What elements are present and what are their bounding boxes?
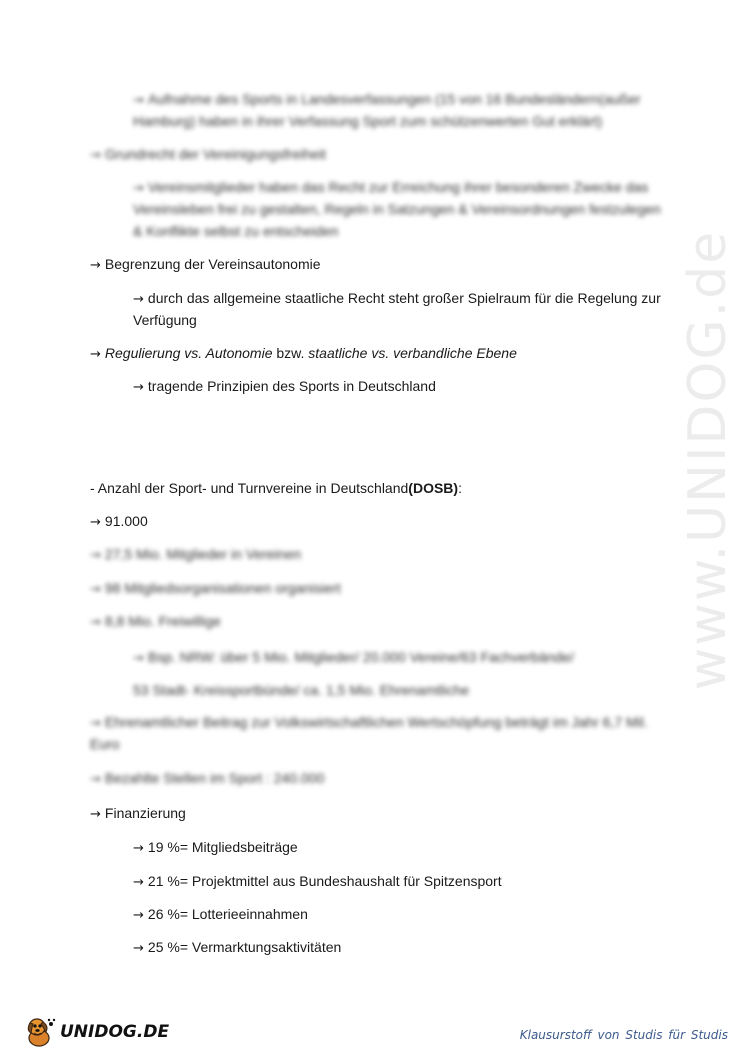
bullet-tragende-prinzipien (133, 375, 436, 399)
arrow-icon: → (90, 258, 101, 273)
arrow-icon: → (90, 515, 101, 530)
finance-text: 25 %= Vermarktungsaktivitäten (147, 939, 342, 955)
finance-text: 21 %= Projektmittel aus Bundeshaushalt für Spitzensport (147, 873, 502, 889)
italic-term: Regulierung vs. Autonomie (104, 345, 273, 361)
bullet-finanzierung (90, 802, 186, 826)
bullet-text: 91.000 (104, 513, 148, 529)
bullet-text: 98 Mitgliedsorganisationen organisiert (104, 580, 341, 596)
bullet-text: Finanzierung (104, 805, 186, 821)
arrow-icon: → (133, 841, 144, 856)
bullet-text: 27,5 Mio. Mitglieder in Vereinen (104, 546, 302, 562)
heading-bold: (DOSB) (408, 480, 459, 496)
arrow-icon: → (90, 548, 101, 563)
bullet-text: Bezahlte Stellen im Sport : 240.000 (104, 770, 325, 786)
arrow-icon: → (133, 875, 144, 890)
bullet-nrw (133, 646, 574, 670)
bullet-continuation: Hamburg) haben in ihrer Verfassung Sport zum schützenwerten Gut erklärt) (133, 113, 603, 129)
finance-text: 19 %= Mitgliedsbeiträge (147, 839, 298, 855)
bullet-text: Aufnahme des Sports in Landesverfassungen (15 von 16 Bundesländern(außer (147, 91, 641, 107)
arrow-icon: → (133, 908, 144, 923)
bullet-text: 8,8 Mio. Freiwillige (104, 613, 221, 629)
arrow-icon: → (90, 615, 101, 630)
arrow-icon: → (90, 716, 101, 731)
arrow-icon: → (90, 347, 101, 362)
arrow-icon: → (133, 651, 144, 666)
watermark: www.UNIDOG.de (678, 229, 738, 691)
bullet-continuation: Verfügung (133, 312, 197, 328)
arrow-icon: → (133, 941, 144, 956)
logo-text: UNIDOG.DE (60, 1022, 170, 1042)
bullet-begrenzung (90, 253, 321, 277)
footer-slogan: Klausurstoff von Studis für Studis (519, 1028, 728, 1042)
bullet-text: Grundrecht der Vereinigungsfreiheit (104, 146, 326, 162)
bullet-organisationen (90, 577, 341, 601)
finance-item (133, 870, 502, 894)
arrow-icon: → (133, 292, 144, 307)
bullet-text: durch das allgemeine staatliche Recht steht großer Spielraum für die Regelung zur (147, 290, 661, 306)
bullet-freiwillige (90, 610, 221, 634)
bullet-text: Bsp. NRW: über 5 Mio. Mitglieder/ 20.000 Vereine/63 Fachverbände/ (147, 649, 574, 665)
arrow-icon: → (133, 181, 144, 196)
bullet-text: Begrenzung der Vereinsautonomie (104, 256, 321, 272)
finance-text: 26 %= Lotterieeinnahmen (147, 906, 308, 922)
heading-text: - Anzahl der Sport- und Turnvereine in Deutschland (90, 480, 409, 496)
arrow-icon: → (90, 148, 101, 163)
bullet-continuation: 53 Stadt- Kreissportbünde/ ca. 1,5 Mio. Ehrenamtliche (133, 682, 470, 698)
bullet-sport-landesverfassungen (133, 88, 641, 112)
unidog-logo[interactable] (22, 1012, 169, 1052)
bullet-staatliches-recht (133, 287, 661, 311)
bullet-ehrenamt (90, 711, 648, 735)
finance-item (133, 936, 341, 960)
bullet-mitglieder (90, 543, 301, 567)
bullet-count (90, 510, 148, 534)
bullet-vereinsmitglieder (133, 176, 648, 200)
arrow-icon: → (90, 582, 101, 597)
arrow-icon: → (133, 93, 144, 108)
arrow-icon: → (90, 807, 101, 822)
italic-term: staatliche vs. verbandliche Ebene (308, 345, 517, 361)
bullet-continuation: Vereinsleben frei zu gestalten, Regeln in Satzungen & Vereinsordnungen festzulegen (133, 201, 661, 217)
heading-suffix: : (458, 480, 462, 496)
bullet-bezahlte-stellen (90, 767, 324, 791)
bullet-text: Ehrenamtlicher Beitrag zur Volkswirtschaftlichen Wertschöpfung beträgt im Jahr 6,7 Mil. (104, 714, 648, 730)
bullet-text: Vereinsmitglieder haben das Recht zur Erreichung ihrer besonderen Zwecke das (147, 179, 649, 195)
dog-mascot-icon (22, 1014, 58, 1050)
bullet-continuation: Euro (90, 736, 120, 752)
section-heading (90, 477, 462, 499)
bullet-text: tragende Prinzipien des Sports in Deutschland (147, 378, 436, 394)
arrow-icon: → (90, 772, 101, 787)
bullet-regulierung (90, 342, 517, 366)
arrow-icon: → (133, 380, 144, 395)
connector-text: bzw. (276, 345, 305, 361)
finance-item (133, 903, 308, 927)
bullet-vereinigungsfreiheit (90, 143, 326, 167)
finance-item (133, 836, 298, 860)
bullet-continuation: & Konflikte selbst zu entscheiden (133, 223, 339, 239)
